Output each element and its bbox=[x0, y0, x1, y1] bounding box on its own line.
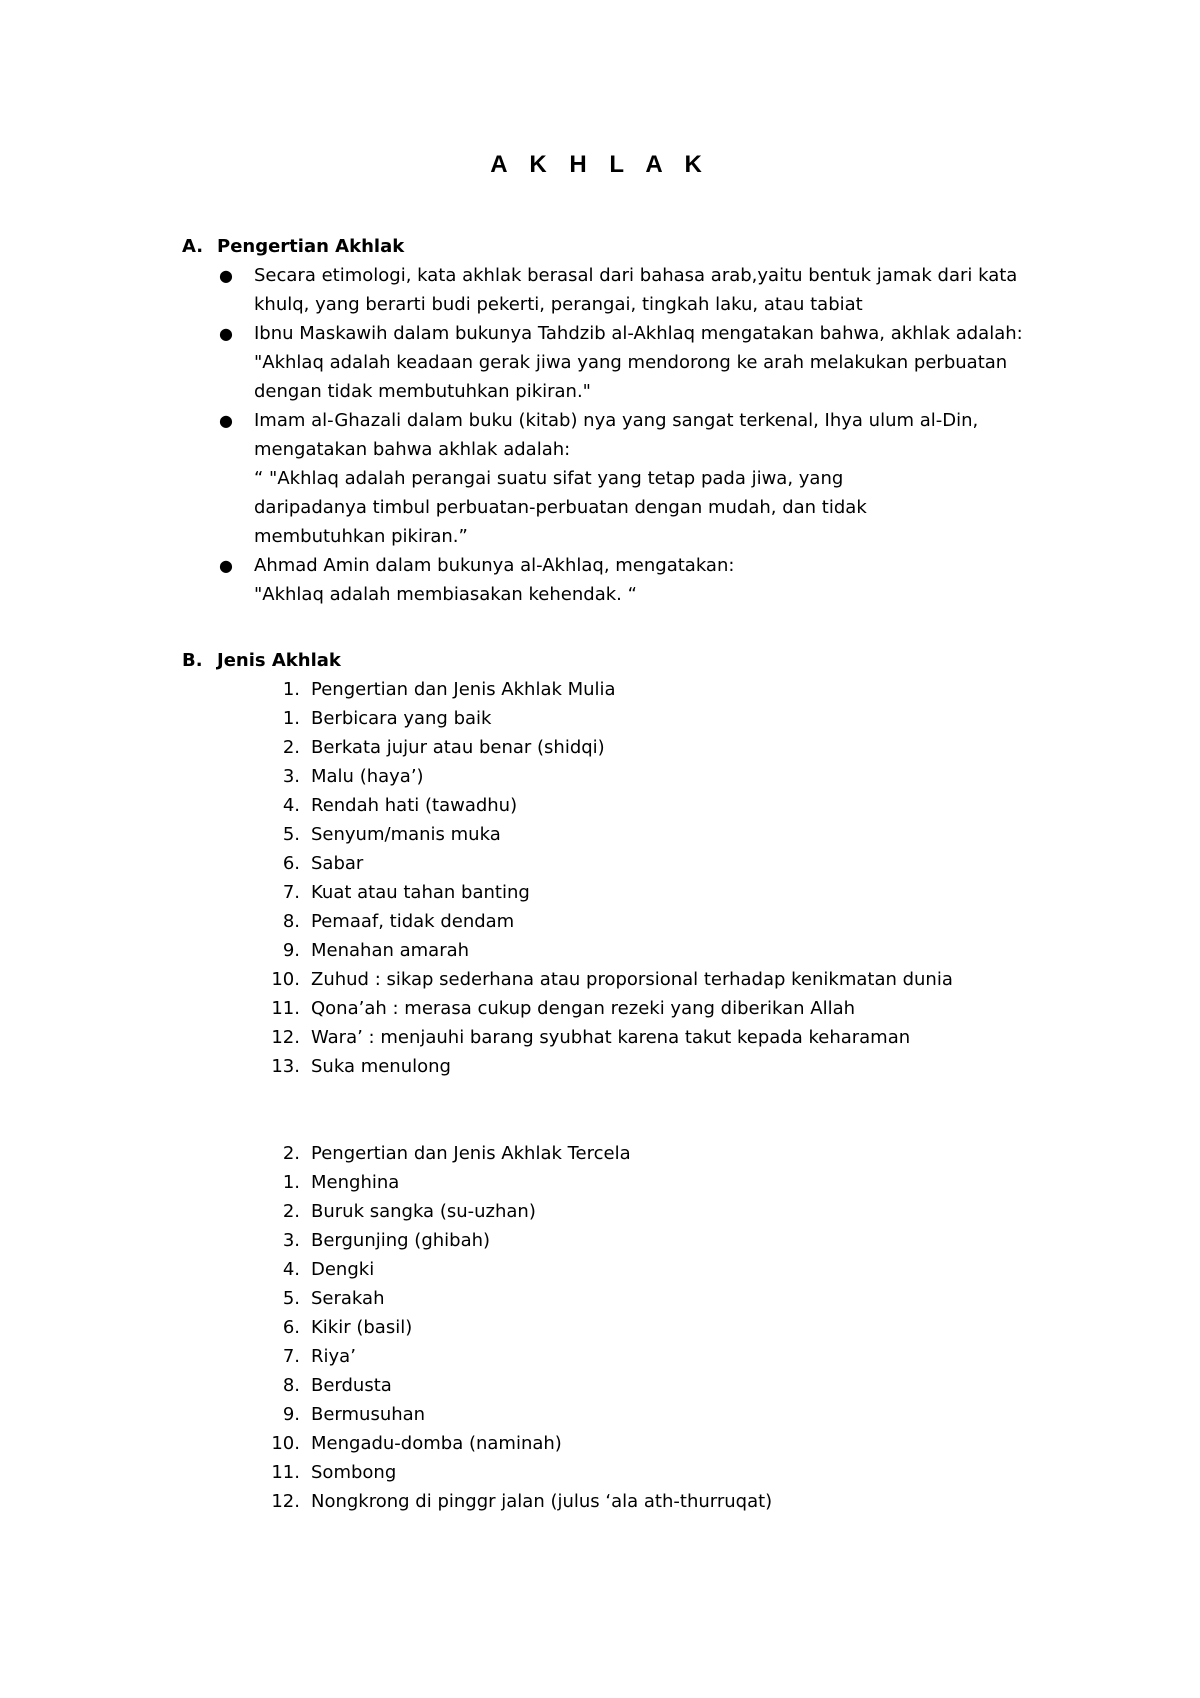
list-item-text: Kuat atau tahan banting bbox=[311, 882, 530, 903]
list-item-number: 11. bbox=[271, 998, 300, 1019]
bullet-text-line: Ahmad Amin dalam bukunya al-Akhlaq, mengatakan: bbox=[254, 555, 735, 576]
list-item-text: Serakah bbox=[311, 1288, 385, 1309]
list-item-number: 4. bbox=[282, 795, 300, 816]
definition-bullet-item bbox=[182, 261, 1122, 319]
list-item-number: 12. bbox=[271, 1491, 300, 1512]
list-item-number: 3. bbox=[282, 766, 300, 787]
list-item-text: Berdusta bbox=[311, 1375, 392, 1396]
list-item-number: 9. bbox=[282, 940, 300, 961]
list-item-number: 7. bbox=[282, 1346, 300, 1367]
list-item-text: Bergunjing (ghibah) bbox=[311, 1230, 491, 1251]
bullet-icon: ● bbox=[219, 266, 233, 285]
list-item-text: Bermusuhan bbox=[311, 1404, 426, 1425]
section-a-letter: A. bbox=[182, 236, 204, 257]
list-item-number: 9. bbox=[282, 1404, 300, 1425]
list-item-text: Berkata jujur atau benar (shidqi) bbox=[311, 737, 605, 758]
list-item-text: Mengadu-domba (naminah) bbox=[311, 1433, 562, 1454]
subsection-tercela-number: 2. bbox=[282, 1143, 300, 1164]
list-item-number: 7. bbox=[282, 882, 300, 903]
definition-bullet-item bbox=[182, 319, 1122, 406]
bullet-text-line: Ibnu Maskawih dalam bukunya Tahdzib al-Akhlaq mengatakan bahwa, akhlak adalah: bbox=[254, 323, 1023, 344]
list-item-number: 5. bbox=[282, 1288, 300, 1309]
list-item-text: Menghina bbox=[311, 1172, 400, 1193]
list-item-number: 13. bbox=[271, 1056, 300, 1077]
list-item-number: 4. bbox=[282, 1259, 300, 1280]
list-item-text: Suka menulong bbox=[311, 1056, 451, 1077]
list-item-text: Qona’ah : merasa cukup dengan rezeki yang diberikan Allah bbox=[311, 998, 856, 1019]
definition-bullet-list bbox=[182, 261, 1122, 609]
definition-bullet-item bbox=[182, 551, 1122, 609]
list-item-text: Menahan amarah bbox=[311, 940, 470, 961]
list-item-number: 6. bbox=[282, 1317, 300, 1338]
list-item-text: Pemaaf, tidak dendam bbox=[311, 911, 515, 932]
list-item-text: Berbicara yang baik bbox=[311, 708, 492, 729]
list-item-number: 1. bbox=[282, 708, 300, 729]
list-item-text: Kikir (basil) bbox=[311, 1317, 413, 1338]
bullet-icon: ● bbox=[219, 324, 233, 343]
list-item-text: Dengki bbox=[311, 1259, 375, 1280]
bullet-text-line: dengan tidak membutuhkan pikiran." bbox=[254, 381, 591, 402]
subsection-tercela-title: Pengertian dan Jenis Akhlak Tercela bbox=[311, 1143, 631, 1164]
document-title: A K H L A K bbox=[490, 151, 710, 178]
list-item-text: Malu (haya’) bbox=[311, 766, 424, 787]
list-item-text: Senyum/manis muka bbox=[311, 824, 501, 845]
list-item-number: 5. bbox=[282, 824, 300, 845]
subsection-mulia-number: 1. bbox=[282, 679, 300, 700]
section-b-letter: B. bbox=[182, 650, 203, 671]
definition-bullet-item bbox=[182, 406, 1122, 551]
bullet-text-line: membutuhkan pikiran.” bbox=[254, 526, 468, 547]
bullet-text-line: mengatakan bahwa akhlak adalah: bbox=[254, 439, 571, 460]
section-a-title: Pengertian Akhlak bbox=[217, 236, 405, 257]
bullet-text-line: "Akhlaq adalah keadaan gerak jiwa yang mendorong ke arah melakukan perbuatan bbox=[254, 352, 1008, 373]
bullet-text-line: “ "Akhlaq adalah perangai suatu sifat yang tetap pada jiwa, yang bbox=[254, 468, 844, 489]
bullet-text-line: "Akhlaq adalah membiasakan kehendak. “ bbox=[254, 584, 637, 605]
list-item-number: 10. bbox=[271, 969, 300, 990]
bullet-text-line: Imam al-Ghazali dalam buku (kitab) nya yang sangat terkenal, Ihya ulum al-Din, bbox=[254, 410, 979, 431]
subsection-mulia-title: Pengertian dan Jenis Akhlak Mulia bbox=[311, 679, 616, 700]
section-b-title: Jenis Akhlak bbox=[217, 650, 341, 671]
list-item-text: Buruk sangka (su-uzhan) bbox=[311, 1201, 536, 1222]
list-item-number: 8. bbox=[282, 911, 300, 932]
list-item-number: 2. bbox=[282, 737, 300, 758]
bullet-text-line: daripadanya timbul perbuatan-perbuatan dengan mudah, dan tidak bbox=[254, 497, 867, 518]
list-item-number: 3. bbox=[282, 1230, 300, 1251]
list-item-text: Sabar bbox=[311, 853, 364, 874]
list-item-text: Rendah hati (tawadhu) bbox=[311, 795, 518, 816]
list-item-number: 6. bbox=[282, 853, 300, 874]
bullet-icon: ● bbox=[219, 411, 233, 430]
list-item-number: 10. bbox=[271, 1433, 300, 1454]
section-pengertian-akhlak bbox=[182, 232, 1122, 609]
section-a-heading bbox=[182, 232, 1122, 261]
list-item-number: 2. bbox=[282, 1201, 300, 1222]
list-item-text: Zuhud : sikap sederhana atau proporsional terhadap kenikmatan dunia bbox=[311, 969, 953, 990]
list-item-text: Nongkrong di pinggr jalan (julus ‘ala ath-thurruqat) bbox=[311, 1491, 773, 1512]
bullet-text-line: Secara etimologi, kata akhlak berasal dari bahasa arab,yaitu bentuk jamak dari kata bbox=[254, 265, 1018, 286]
list-item-text: Sombong bbox=[311, 1462, 397, 1483]
list-item-number: 12. bbox=[271, 1027, 300, 1048]
list-item-text: Wara’ : menjauhi barang syubhat karena takut kepada keharaman bbox=[311, 1027, 911, 1048]
list-item-number: 11. bbox=[271, 1462, 300, 1483]
bullet-icon: ● bbox=[219, 556, 233, 575]
bullet-text-line: khulq, yang berarti budi pekerti, perangai, tingkah laku, atau tabiat bbox=[254, 294, 863, 315]
list-item-number: 8. bbox=[282, 1375, 300, 1396]
list-item-text: Riya’ bbox=[311, 1346, 356, 1367]
list-item-number: 1. bbox=[282, 1172, 300, 1193]
